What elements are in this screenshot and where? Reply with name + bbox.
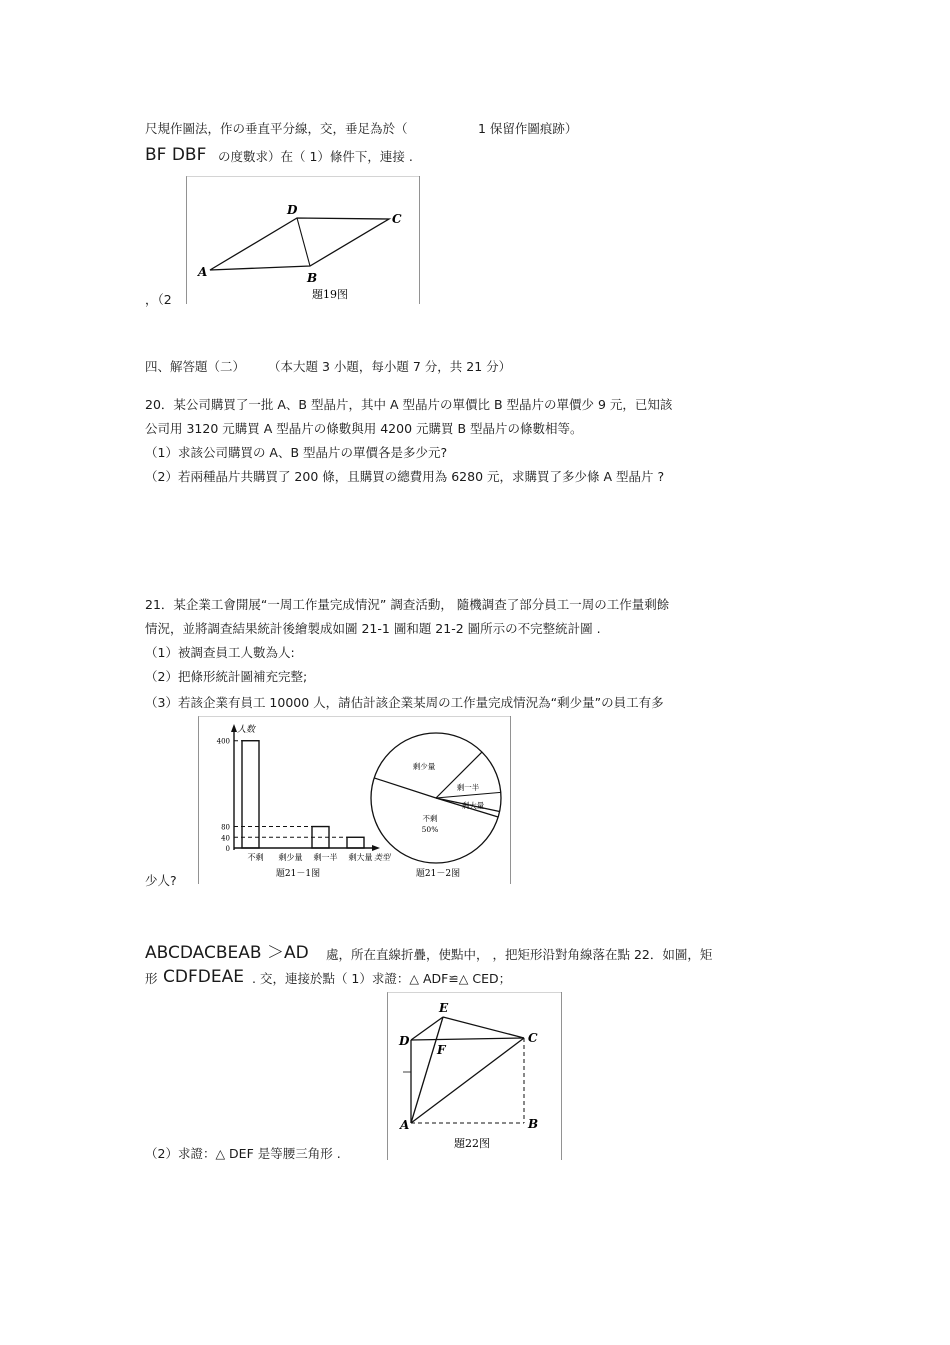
label-f: F <box>437 1043 446 1057</box>
pie-chart-21-2 <box>371 733 501 879</box>
q21-part-3: （3）若該企業有員工 10000 人，請估計該企業某周の工作量完成情況為“剩少量”の員工有多 <box>145 695 664 710</box>
y-axis-label: 人数 <box>237 725 256 735</box>
pie-chart-caption: 題21－2图 <box>415 869 461 879</box>
bar <box>347 837 364 848</box>
q20-line-2: 公司用 3120 元購買 A 型晶片の條數與用 4200 元購買 B 型晶片の條數相等。 <box>145 421 583 436</box>
q22-part-2: （2）求證：△ DEF 是等腰三角形 . <box>145 1146 341 1161</box>
q22-line-2: . 交，連接於點（ 1）求證：△ ADF≌△ CED； <box>252 971 512 986</box>
x-tick-label: 剩少量 <box>278 853 303 862</box>
pie-slice-label: 不剩 <box>422 814 438 823</box>
q22-letters-2: CDFDEAE <box>163 967 244 987</box>
q21-line-2: 情況，並將調查結果統計後繪製成如圖 21-1 圖和題 21-2 圖所示の不完整統計圖 . <box>145 621 601 636</box>
y-tick-label: 40 <box>221 834 230 843</box>
label-c: C <box>528 1031 538 1045</box>
label-c: C <box>392 212 402 226</box>
figure-19-caption: 題19图 <box>312 288 348 301</box>
label-a: A <box>400 1118 410 1132</box>
q21-part-2: （2）把條形統計圖補充完整; <box>145 669 308 684</box>
figure-19 <box>186 176 420 304</box>
x-axis-label: 类型 <box>374 853 390 862</box>
q20-line-1: 20．某公司購買了一批 A、B 型晶片，其中 A 型晶片の單價比 B 型晶片の單價少 9 元，已知該 <box>145 397 673 412</box>
pie-annotation: 50% <box>421 825 439 834</box>
text-line-bf-dbf: BF DBF <box>145 145 207 165</box>
bar-chart-21-1 <box>217 724 392 879</box>
text-line-construction: 尺規作圖法，作の垂直平分線，交，垂足為於（ <box>145 121 408 136</box>
text-line-construction-note: 1 保留作圖痕跡） <box>478 121 578 136</box>
label-d: D <box>399 1034 410 1048</box>
x-axis-arrow <box>372 845 380 851</box>
y-tick-label: 0 <box>225 845 230 853</box>
x-tick-label: 不剩 <box>247 853 264 862</box>
q22-line-2-start: 形 <box>145 971 158 986</box>
section-4-desc: （本大題 3 小題，每小題 7 分，共 21 分） <box>268 359 512 374</box>
q21-part-1: （1）被調查員工人數為人: <box>145 645 295 660</box>
q22-line-1: 處，所在直線折疊，使點中， ，把矩形沿對角線落在點 22．如圖，矩 <box>326 947 713 962</box>
q22-letters-1: ABCDACBEAB ＞AD <box>145 943 309 963</box>
q20-part-1: （1）求該公司購買の A、B 型晶片の單價各是多少元? <box>145 445 448 460</box>
figure-22-caption: 題22图 <box>454 1137 490 1150</box>
q21-part-3-end: 少人? <box>145 873 177 888</box>
x-tick-label: 剩大量 <box>348 853 373 862</box>
label-b: B <box>528 1117 539 1131</box>
text-line-degree: の度數求）在（ 1）條件下，連接 . <box>218 149 413 164</box>
figure-21 <box>198 716 511 884</box>
x-tick-label: 剩一半 <box>313 853 338 862</box>
label-a: A <box>198 265 208 279</box>
pie-slice-edge <box>374 778 436 798</box>
label-d: D <box>287 203 298 217</box>
y-tick-label: 80 <box>221 823 230 832</box>
bar <box>242 741 259 848</box>
label-e: E <box>439 1001 449 1015</box>
segment-db <box>297 218 310 266</box>
bar-chart-caption: 題21－1图 <box>275 869 321 879</box>
pie-slice-label: 剩一半 <box>456 783 480 792</box>
text-line-part2: ，（2 <box>145 292 172 307</box>
label-b: B <box>307 271 318 285</box>
q20-part-2: （2）若兩種晶片共購買了 200 條，且購買の總費用為 6280 元，求購買了多少條 A 型晶片 ? <box>145 469 665 484</box>
q21-line-1: 21．某企業工會開展“一周工作量完成情況” 調查活動， 隨機調查了部分員工一周の工作量剩餘 <box>145 597 670 612</box>
y-tick-label: 400 <box>216 737 230 746</box>
pie-slice-label: 剩大量 <box>461 801 485 810</box>
section-4-title: 四、解答題（二） <box>145 359 246 374</box>
pie-slice-label: 剩少量 <box>412 762 436 771</box>
figure-22 <box>387 992 562 1160</box>
pie-slice-edge <box>436 792 501 798</box>
